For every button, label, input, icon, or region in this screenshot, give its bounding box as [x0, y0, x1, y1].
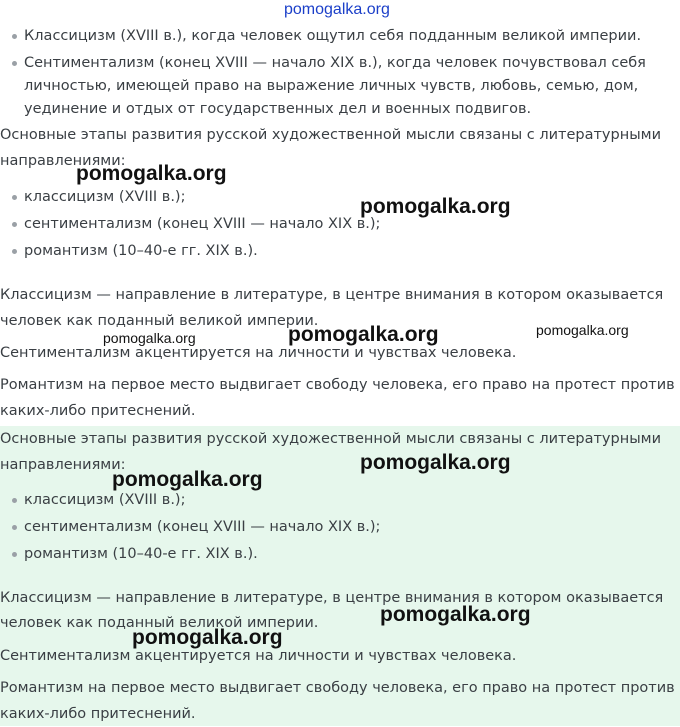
paragraph-intro: направлениями:: [0, 457, 126, 473]
paragraph-romanticism: каких-либо притеснений.: [0, 706, 196, 722]
paragraph-classicism: человек как поданный великой империи.: [0, 313, 319, 329]
watermark: pomogalka.org: [380, 603, 531, 626]
watermark-top: pomogalka.org: [284, 1, 390, 18]
watermark: pomogalka.org: [132, 626, 283, 649]
bullet-icon: [12, 525, 17, 530]
bullet-icon: [12, 249, 17, 254]
bullet-icon: [12, 34, 17, 39]
paragraph-romanticism: Романтизм на первое место выдвигает свободу человека, его право на протест против: [0, 377, 675, 393]
watermark: pomogalka.org: [360, 451, 511, 474]
watermark: pomogalka.org: [112, 468, 263, 491]
watermark: pomogalka.org: [536, 322, 629, 338]
bullet-icon: [12, 195, 17, 200]
watermark: pomogalka.org: [360, 195, 511, 218]
paragraph-sentimentalism: Сентиментализм акцентируется на личности и чувствах человека.: [0, 648, 517, 664]
bullet-icon: [12, 552, 17, 557]
paragraph-romanticism: каких-либо притеснений.: [0, 403, 196, 419]
paragraph-intro: направлениями:: [0, 153, 126, 169]
paragraph-sentimentalism: Сентиментализм акцентируется на личности и чувствах человека.: [0, 345, 517, 361]
paragraph-classicism: Классицизм — направление в литературе, в центре внимания в котором оказывается: [0, 590, 664, 606]
paragraph-intro: Основные этапы развития русской художественной мысли связаны с литературными: [0, 431, 662, 447]
watermark: pomogalka.org: [103, 330, 196, 346]
section-highlighted: Основные этапы развития русской художественной мысли связаны с литературными направлениями: классицизм (XVIII в.); сентиментализм (конец XVIII — начало XIX в.); романтизм (10–40-е гг. XIX в.). Классицизм — направление в литературе, в центре внимания в котором оказывается человек как поданный великой империи. Сентиментализм акцентируется на личности и чувствах человека. Романтизм на первое место выдвигает свободу человека, его право на протест против каких-либо притеснений.: [0, 426, 680, 726]
paragraph-classicism: человек как поданный великой империи.: [0, 615, 319, 631]
paragraph-intro: Основные этапы развития русской художественной мысли связаны с литературными: [0, 127, 662, 143]
bullet-icon: [12, 222, 17, 227]
bullet-icon: [12, 61, 17, 66]
paragraph-romanticism: Романтизм на первое место выдвигает свободу человека, его право на протест против: [0, 680, 675, 696]
watermark: pomogalka.org: [288, 323, 439, 346]
paragraph-classicism: Классицизм — направление в литературе, в центре внимания в котором оказывается: [0, 287, 664, 303]
section-white: Основные этапы развития русской художественной мысли связаны с литературными направлениями: классицизм (XVIII в.); сентиментализм (конец XVIII — начало XIX в.); романтизм (10–40-е гг. XIX в.). Классицизм — направление в литературе, в центре внимания в котором оказывается человек как поданный великой империи. Сентиментализм акцентируется на личности и чувствах человека. Романтизм на первое место выдвигает свободу человека, его право на протест против каких-либо притеснений.: [0, 122, 680, 426]
bullet-icon: [12, 498, 17, 503]
watermark: pomogalka.org: [76, 162, 227, 185]
